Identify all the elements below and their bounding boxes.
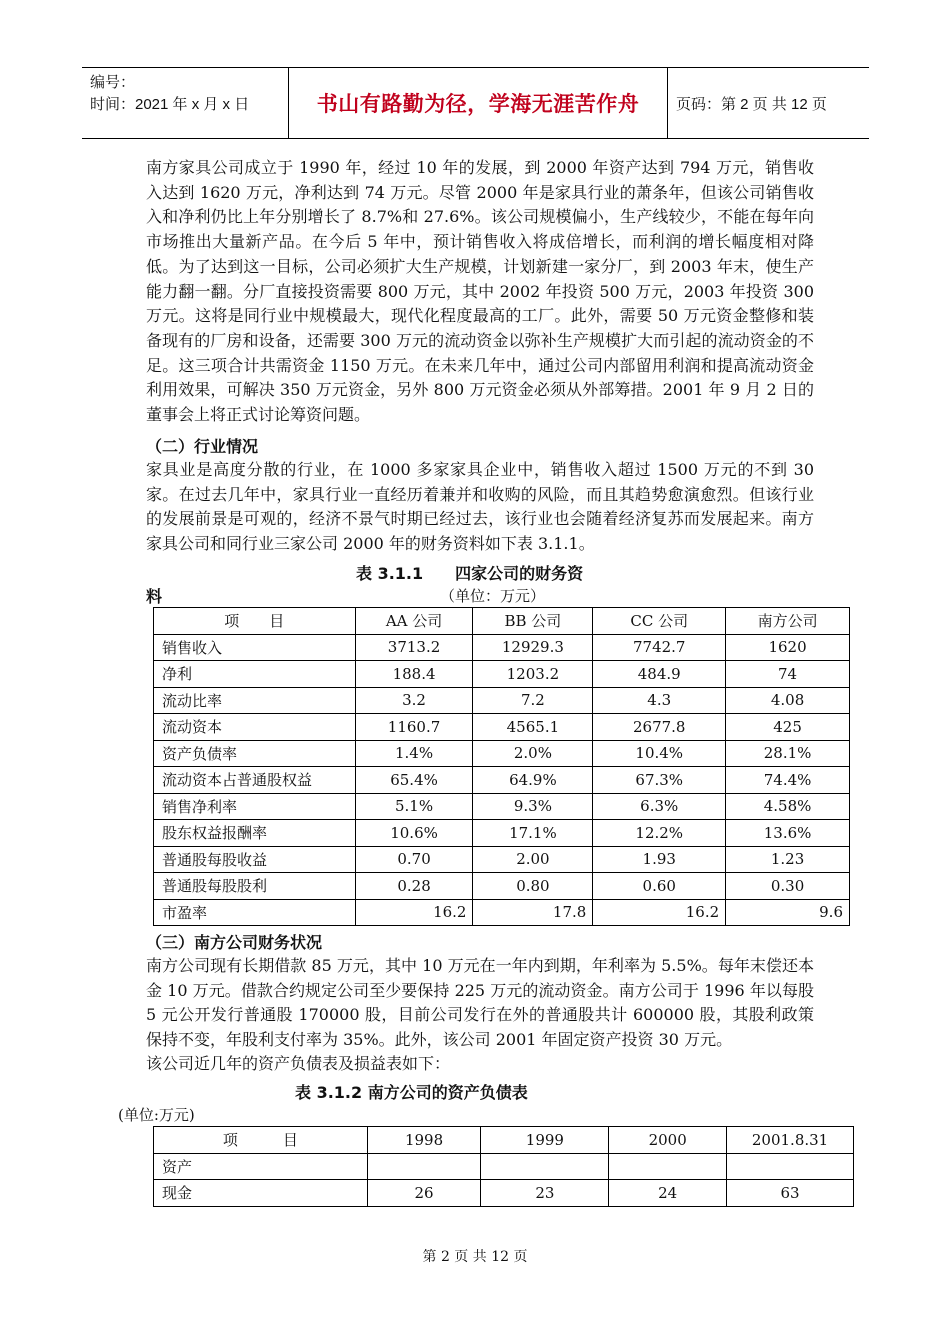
table-row bbox=[154, 793, 850, 820]
row-label-cell: 流动资本 bbox=[154, 714, 356, 741]
value-cell: 67.3% bbox=[593, 767, 726, 794]
value-cell: 1160.7 bbox=[355, 714, 473, 741]
row-label-cell: 资产 bbox=[154, 1153, 368, 1180]
value-cell: 3713.2 bbox=[355, 634, 473, 661]
value-cell: 65.4% bbox=[355, 767, 473, 794]
table-row bbox=[154, 846, 850, 873]
table1-unit: （单位：万元） bbox=[440, 587, 546, 605]
value-cell bbox=[609, 1153, 727, 1180]
table-row bbox=[154, 661, 850, 688]
section-industry-title: （二）行业情况 bbox=[146, 437, 259, 456]
table-header-row bbox=[154, 608, 850, 635]
value-cell: 10.6% bbox=[355, 820, 473, 847]
value-cell: 28.1% bbox=[726, 740, 850, 767]
value-cell: 13.6% bbox=[726, 820, 850, 847]
value-cell: 9.3% bbox=[473, 793, 593, 820]
header-meta bbox=[82, 68, 289, 138]
value-cell: 1620 bbox=[726, 634, 850, 661]
row-label-cell: 流动资本占普通股权益 bbox=[154, 767, 356, 794]
document-code: 编号： bbox=[90, 74, 136, 91]
value-cell: 74 bbox=[726, 661, 850, 688]
value-cell: 2677.8 bbox=[593, 714, 726, 741]
value-cell: 17.8 bbox=[473, 899, 593, 926]
value-cell: 484.9 bbox=[593, 661, 726, 688]
row-label-cell: 净利 bbox=[154, 661, 356, 688]
value-cell: 4.08 bbox=[726, 687, 850, 714]
table-header-cell: 2000 bbox=[609, 1127, 727, 1154]
table-header-cell: 1998 bbox=[367, 1127, 481, 1154]
value-cell bbox=[367, 1153, 481, 1180]
row-label-cell: 现金 bbox=[154, 1180, 368, 1207]
table-row bbox=[154, 820, 850, 847]
table-header-cell: 南方公司 bbox=[726, 608, 850, 635]
value-cell: 10.4% bbox=[593, 740, 726, 767]
value-cell: 23 bbox=[481, 1180, 609, 1207]
table-header-cell: 项 目 bbox=[154, 608, 356, 635]
page-header bbox=[82, 67, 869, 139]
row-label-cell: 销售净利率 bbox=[154, 793, 356, 820]
section-finance-line2: 该公司近几年的资产负债表及损益表如下： bbox=[146, 1054, 451, 1073]
table1-caption: 表 3.1.1 四家公司的财务资 bbox=[356, 564, 584, 583]
value-cell: 0.60 bbox=[593, 873, 726, 900]
header-page-info: 页码：第 2 页 共 12 页 bbox=[676, 95, 827, 113]
value-cell: 4.3 bbox=[593, 687, 726, 714]
value-cell: 1.23 bbox=[726, 846, 850, 873]
value-cell: 7742.7 bbox=[593, 634, 726, 661]
value-cell: 3.2 bbox=[355, 687, 473, 714]
table-header-cell: AA 公司 bbox=[355, 608, 473, 635]
page-footer: 第 2 页 共 12 页 bbox=[422, 1249, 528, 1265]
value-cell: 0.70 bbox=[355, 846, 473, 873]
value-cell bbox=[481, 1153, 609, 1180]
value-cell: 188.4 bbox=[355, 661, 473, 688]
table-row bbox=[154, 1180, 854, 1207]
section-industry-paragraph: 家具业是高度分散的行业，在 1000 多家家具企业中，销售收入超过 1500 万元的不到 30 家。在过去几年中，家具行业一直经历着兼并和收购的风险，而且其趋势愈演愈烈。但该行业的发展前景是可观的，经济不景气时期已经过去，该行业也会随着经济复苏而发展起来。南方家具公司和同行业三家公司 2000 年的财务资料如下表 3.1.1。 bbox=[146, 460, 814, 554]
row-label-cell: 普通股每股股利 bbox=[154, 873, 356, 900]
value-cell: 2.0% bbox=[473, 740, 593, 767]
balance-sheet-table bbox=[153, 1126, 854, 1207]
intro-paragraph: 南方家具公司成立于 1990 年，经过 10 年的发展，到 2000 年资产达到 794 万元，销售收入达到 1620 万元，净利达到 74 万元。尽管 2000 年是家具行业的萧条年，但该公司销售收入和净利仍比上年分别增长了 8.7%和 27.6%。该公司规模偏小，生产线较少，不能在每年向市场推出大量新产品。在今后 5 年中，预计销售收入将成倍增长，而利润的增长幅度相对降低。为了达到这一目标，公司必须扩大生产规模，计划新建一家分厂，到 2003 年末，使生产能力翻一翻。分厂直接投资需要 800 万元，其中 2002 年投资 500 万元，2003 年投资 300 万元。这将是同行业中规模最大，现代化程度最高的工厂。此外，需要 50 万元资金整修和装备现有的厂房和设备，还需要 300 万元的流动资金以弥补生产规模扩大而引起的流动资金的不足。这三项合计共需资金 1150 万元。在未来几年中，通过公司内部留用利润和提高流动资金利用效果，可解决 350 万元资金，另外 800 万元资金必须从外部筹措。2001 年 9 月 2 日的董事会上将正式讨论筹资问题。 bbox=[146, 158, 814, 425]
row-label-cell: 流动比率 bbox=[154, 687, 356, 714]
section-finance-title: （三）南方公司财务状况 bbox=[146, 933, 323, 952]
row-label-cell: 股东权益报酬率 bbox=[154, 820, 356, 847]
value-cell: 16.2 bbox=[593, 899, 726, 926]
table1-caption-wrap: 料 bbox=[146, 587, 163, 606]
table-row bbox=[154, 740, 850, 767]
value-cell: 0.30 bbox=[726, 873, 850, 900]
value-cell: 2.00 bbox=[473, 846, 593, 873]
value-cell: 64.9% bbox=[473, 767, 593, 794]
value-cell: 4.58% bbox=[726, 793, 850, 820]
row-label-cell: 销售收入 bbox=[154, 634, 356, 661]
table-row bbox=[154, 687, 850, 714]
value-cell: 7.2 bbox=[473, 687, 593, 714]
value-cell: 5.1% bbox=[355, 793, 473, 820]
header-motto: 书山有路勤为径，学海无涯苦作舟 bbox=[289, 68, 668, 138]
value-cell: 425 bbox=[726, 714, 850, 741]
value-cell: 0.80 bbox=[473, 873, 593, 900]
value-cell: 1.4% bbox=[355, 740, 473, 767]
financial-comparison-table bbox=[153, 607, 850, 926]
row-label-cell: 普通股每股收益 bbox=[154, 846, 356, 873]
table-row bbox=[154, 634, 850, 661]
value-cell: 24 bbox=[609, 1180, 727, 1207]
value-cell: 9.6 bbox=[726, 899, 850, 926]
value-cell: 63 bbox=[727, 1180, 854, 1207]
table-row bbox=[154, 1153, 854, 1180]
table-row bbox=[154, 767, 850, 794]
value-cell: 17.1% bbox=[473, 820, 593, 847]
table-header-row bbox=[154, 1127, 854, 1154]
value-cell: 74.4% bbox=[726, 767, 850, 794]
value-cell: 1.93 bbox=[593, 846, 726, 873]
value-cell: 4565.1 bbox=[473, 714, 593, 741]
row-label-cell: 市盈率 bbox=[154, 899, 356, 926]
row-label-cell: 资产负债率 bbox=[154, 740, 356, 767]
table-header-cell: CC 公司 bbox=[593, 608, 726, 635]
table-header-cell: BB 公司 bbox=[473, 608, 593, 635]
table-row bbox=[154, 899, 850, 926]
value-cell: 0.28 bbox=[355, 873, 473, 900]
table-row bbox=[154, 714, 850, 741]
value-cell: 12929.3 bbox=[473, 634, 593, 661]
value-cell: 16.2 bbox=[355, 899, 473, 926]
table2-caption: 表 3.1.2 南方公司的资产负债表 bbox=[295, 1083, 528, 1102]
section-finance-paragraph: 南方公司现有长期借款 85 万元，其中 10 万元在一年内到期，年利率为 5.5%。每年末偿还本金 10 万元。借款合约规定公司至少要保持 225 万元的流动资金。南方公司于 1996 年以每股 5 元公开发行普通股 170000 股，目前公司发行在外的普通股共计 600000 股，其股利政策保持不变，年股利支付率为 35%。此外，该公司 2001 年固定资产投资 30 万元。 bbox=[146, 956, 814, 1050]
table-header-cell: 2001.8.31 bbox=[727, 1127, 854, 1154]
value-cell: 26 bbox=[367, 1180, 481, 1207]
document-date: 时间：2021 年 x 月 x 日 bbox=[90, 96, 250, 113]
table2-unit: (单位:万元) bbox=[118, 1106, 195, 1124]
value-cell: 1203.2 bbox=[473, 661, 593, 688]
value-cell bbox=[727, 1153, 854, 1180]
value-cell: 12.2% bbox=[593, 820, 726, 847]
table-header-cell: 1999 bbox=[481, 1127, 609, 1154]
value-cell: 6.3% bbox=[593, 793, 726, 820]
table-row bbox=[154, 873, 850, 900]
table-header-cell: 项 目 bbox=[154, 1127, 368, 1154]
